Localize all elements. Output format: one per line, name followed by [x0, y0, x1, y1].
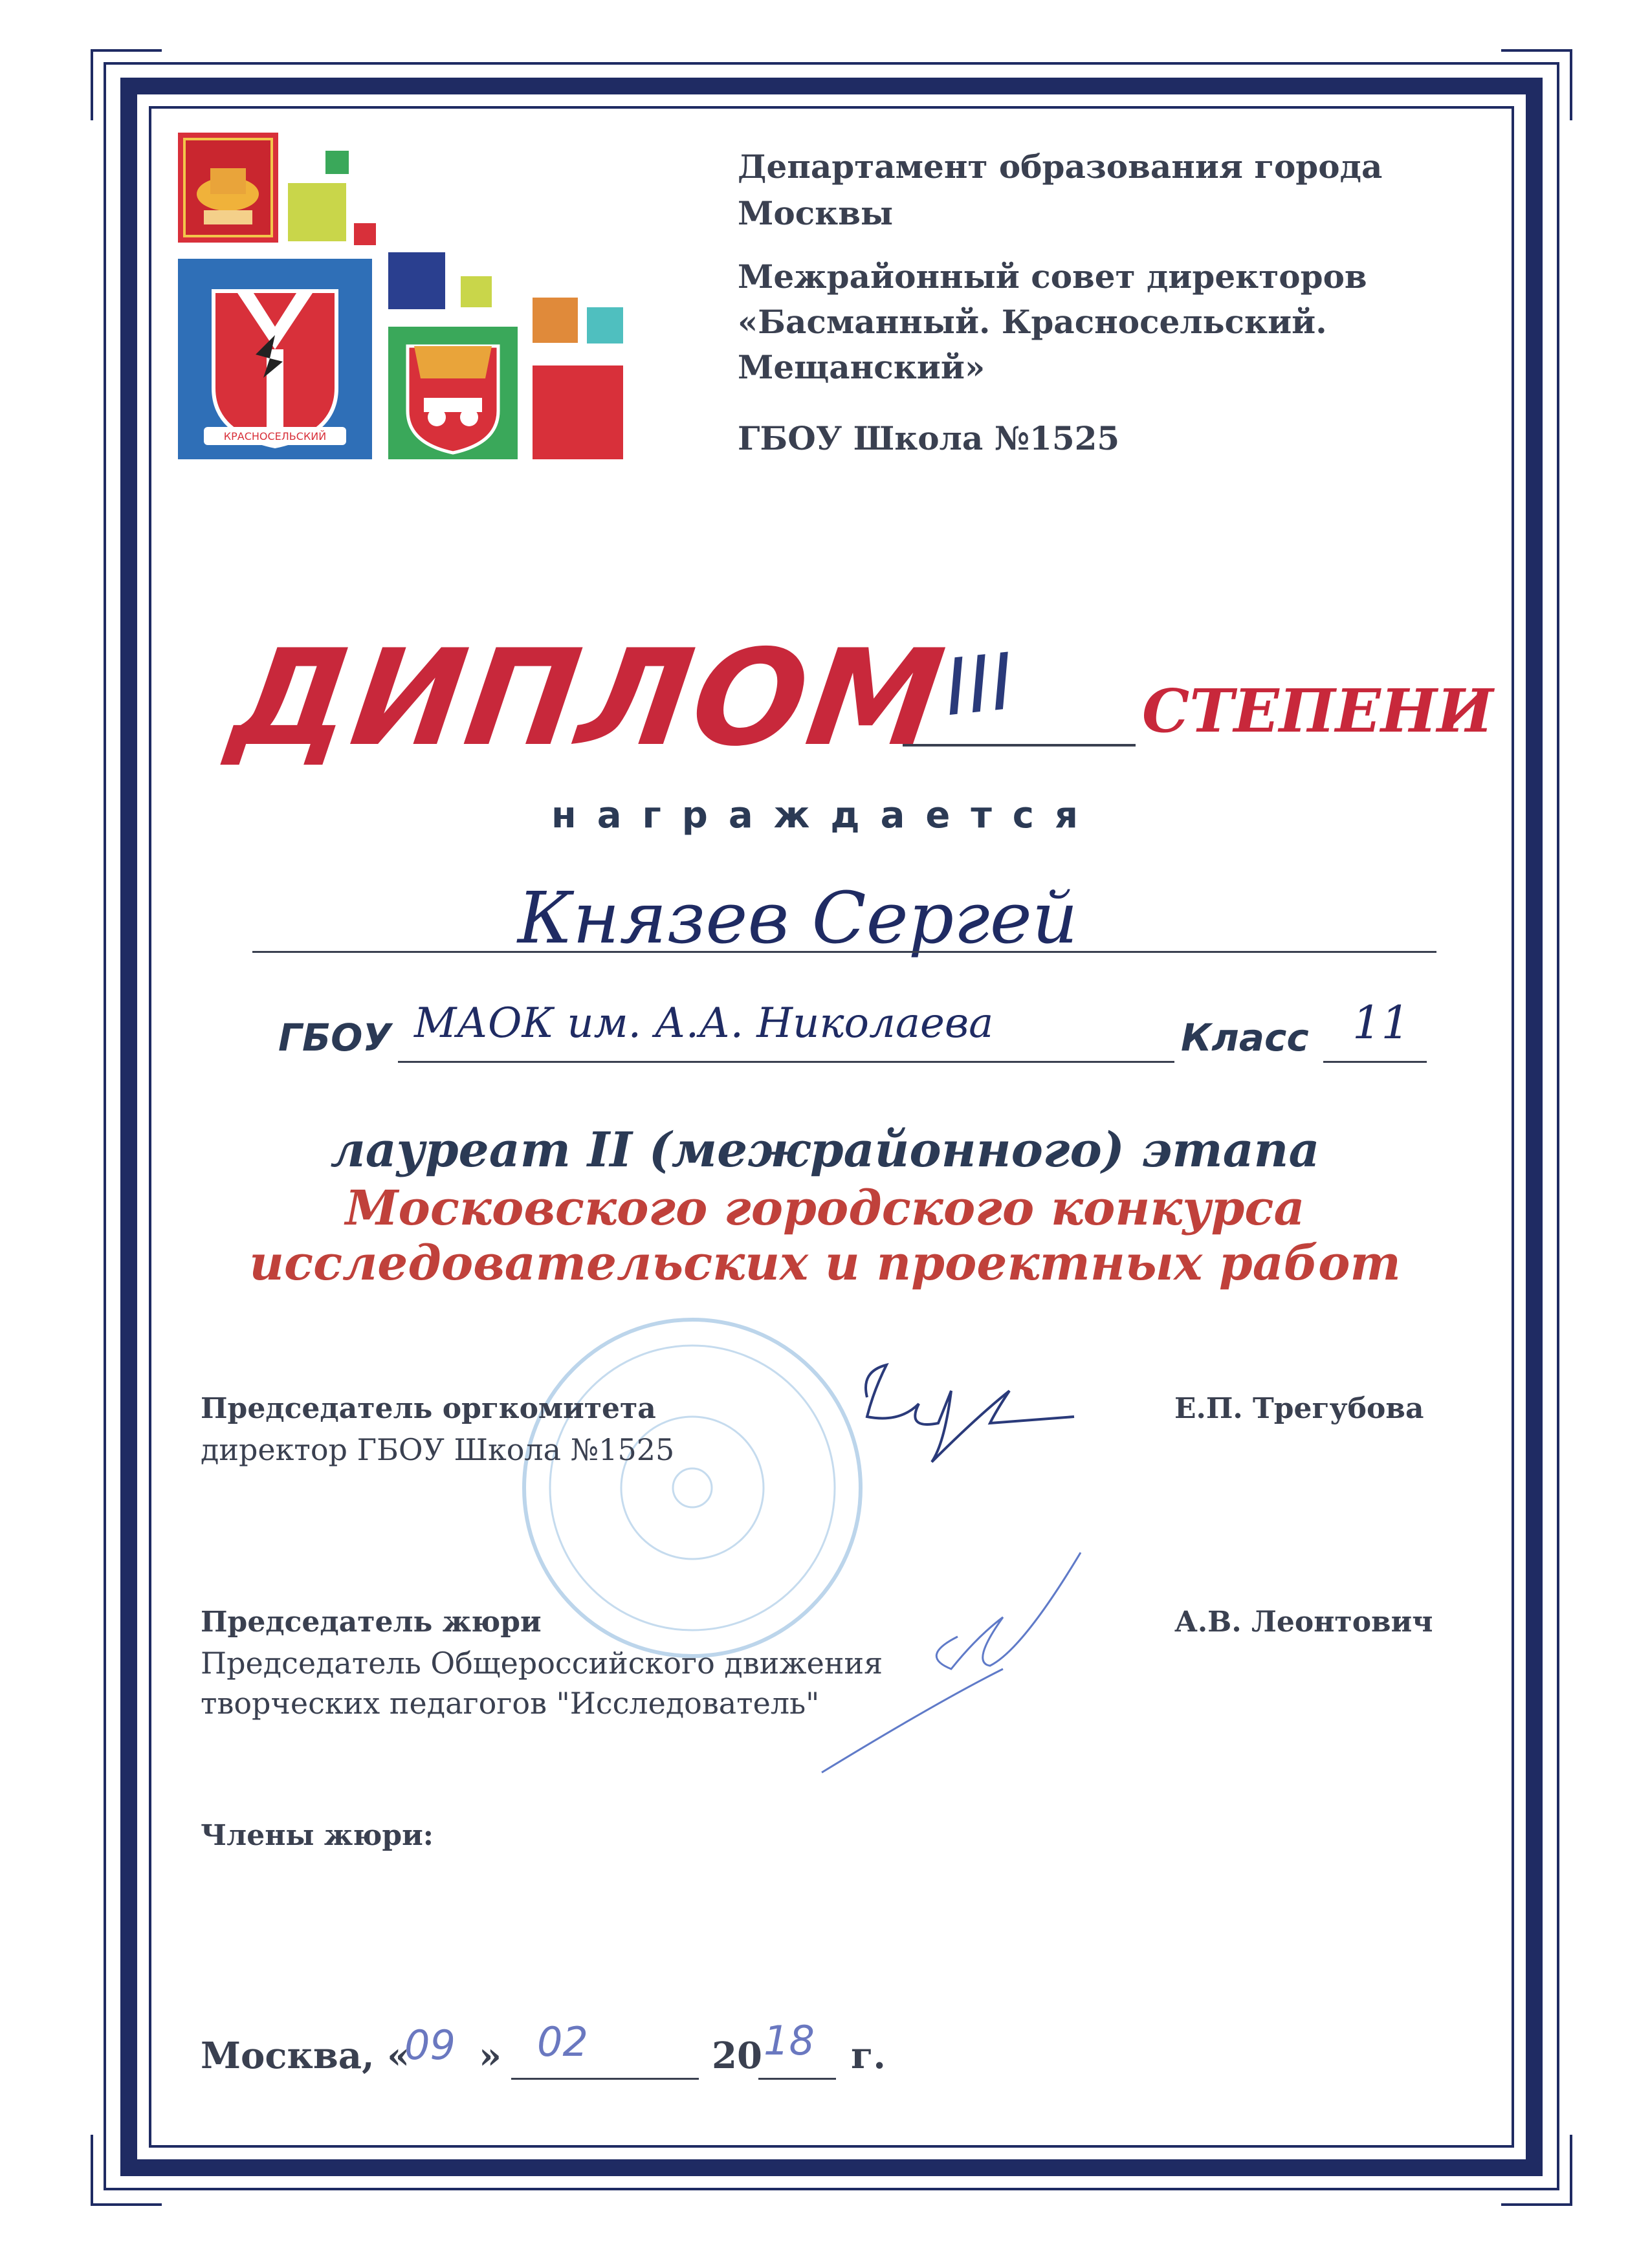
- frame-corner-bottom-left: [91, 2135, 162, 2206]
- date-month-line: [511, 2078, 699, 2080]
- school-line: [398, 1061, 1174, 1063]
- chair-org-signature-icon: [848, 1352, 1081, 1468]
- chair-org-role: Председатель оргкомитета: [201, 1392, 656, 1425]
- class-handwritten: 11: [1352, 996, 1411, 1049]
- chair-jury-subtitle1: Председатель Общероссийского движения: [201, 1646, 883, 1681]
- chair-jury-name: А.В. Леонтович: [1174, 1606, 1433, 1639]
- chair-jury-subtitle2: творческих педагогов "Исследователь": [201, 1686, 820, 1721]
- frame-corner-bottom-right: [1501, 2135, 1572, 2206]
- svg-text:КРАСНОСЕЛЬСКИЙ: КРАСНОСЕЛЬСКИЙ: [223, 430, 327, 442]
- district-logo-mosaic: [178, 133, 644, 463]
- class-label: Класс: [1181, 1016, 1309, 1060]
- frame-corner-top-right: [1501, 49, 1572, 120]
- laureate-line3: исследовательских и проектных работ: [249, 1236, 1401, 1291]
- laureate-line2: Московского городского конкурса: [345, 1181, 1305, 1236]
- mosaic-square: [325, 151, 349, 174]
- krasnoselsky-emblem-icon: [178, 259, 372, 459]
- chair-org-subtitle: директор ГБОУ Школа №1525: [201, 1432, 675, 1467]
- chair-jury-role: Председатель жюри: [201, 1606, 542, 1639]
- meshchansky-emblem-icon: [388, 327, 518, 459]
- header-department: Департамент образования города Москвы: [738, 147, 1383, 232]
- date-year-line: [758, 2078, 836, 2080]
- degree-handwritten: III: [940, 637, 1018, 734]
- date-quote-close: »: [479, 2034, 501, 2077]
- header-council-line1: Межрайонный совет директоров: [738, 257, 1367, 296]
- frame-corner-top-left: [91, 49, 162, 120]
- degree-suffix: СТЕПЕНИ: [1142, 676, 1493, 746]
- date-city-prefix: Москва, «: [201, 2034, 410, 2077]
- header-council-line2: «Басманный. Красносельский.: [738, 303, 1327, 341]
- mosaic-square: [533, 298, 578, 343]
- date-year-unit: г.: [851, 2034, 886, 2077]
- mosaic-square: [354, 223, 376, 245]
- date-month-handwritten: 02: [537, 2018, 588, 2066]
- header-council-line3: Мещанский»: [738, 348, 985, 386]
- date-year-prefix: 20: [712, 2034, 762, 2077]
- jury-members-label: Члены жюри:: [201, 1819, 434, 1852]
- header-school: ГБОУ Школа №1525: [738, 419, 1120, 457]
- laureate-line1: лауреат II (межрайонного) этапа: [330, 1122, 1320, 1178]
- diploma-title: ДИПЛОМ: [222, 622, 954, 776]
- school-label: ГБОУ: [278, 1016, 392, 1060]
- mosaic-square: [587, 307, 623, 343]
- degree-underline: [903, 744, 1136, 747]
- date-year-handwritten: 18: [764, 2017, 815, 2064]
- school-handwritten: МАОК им. А.А. Николаева: [414, 999, 994, 1047]
- awarded-label: награждается: [551, 794, 1099, 836]
- recipient-name-line: [252, 951, 1436, 953]
- mosaic-square: [461, 276, 492, 307]
- chair-org-name: Е.П. Трегубова: [1174, 1392, 1424, 1425]
- mosaic-square: [533, 365, 623, 459]
- mosaic-square: [288, 183, 346, 241]
- basmanny-emblem-icon: [178, 133, 278, 243]
- date-day-handwritten: 09: [404, 2022, 456, 2069]
- mosaic-square: [388, 252, 445, 309]
- class-line: [1323, 1061, 1427, 1063]
- recipient-name-handwritten: Князев Сергей: [518, 877, 1078, 959]
- chair-jury-signature-icon: [809, 1540, 1094, 1779]
